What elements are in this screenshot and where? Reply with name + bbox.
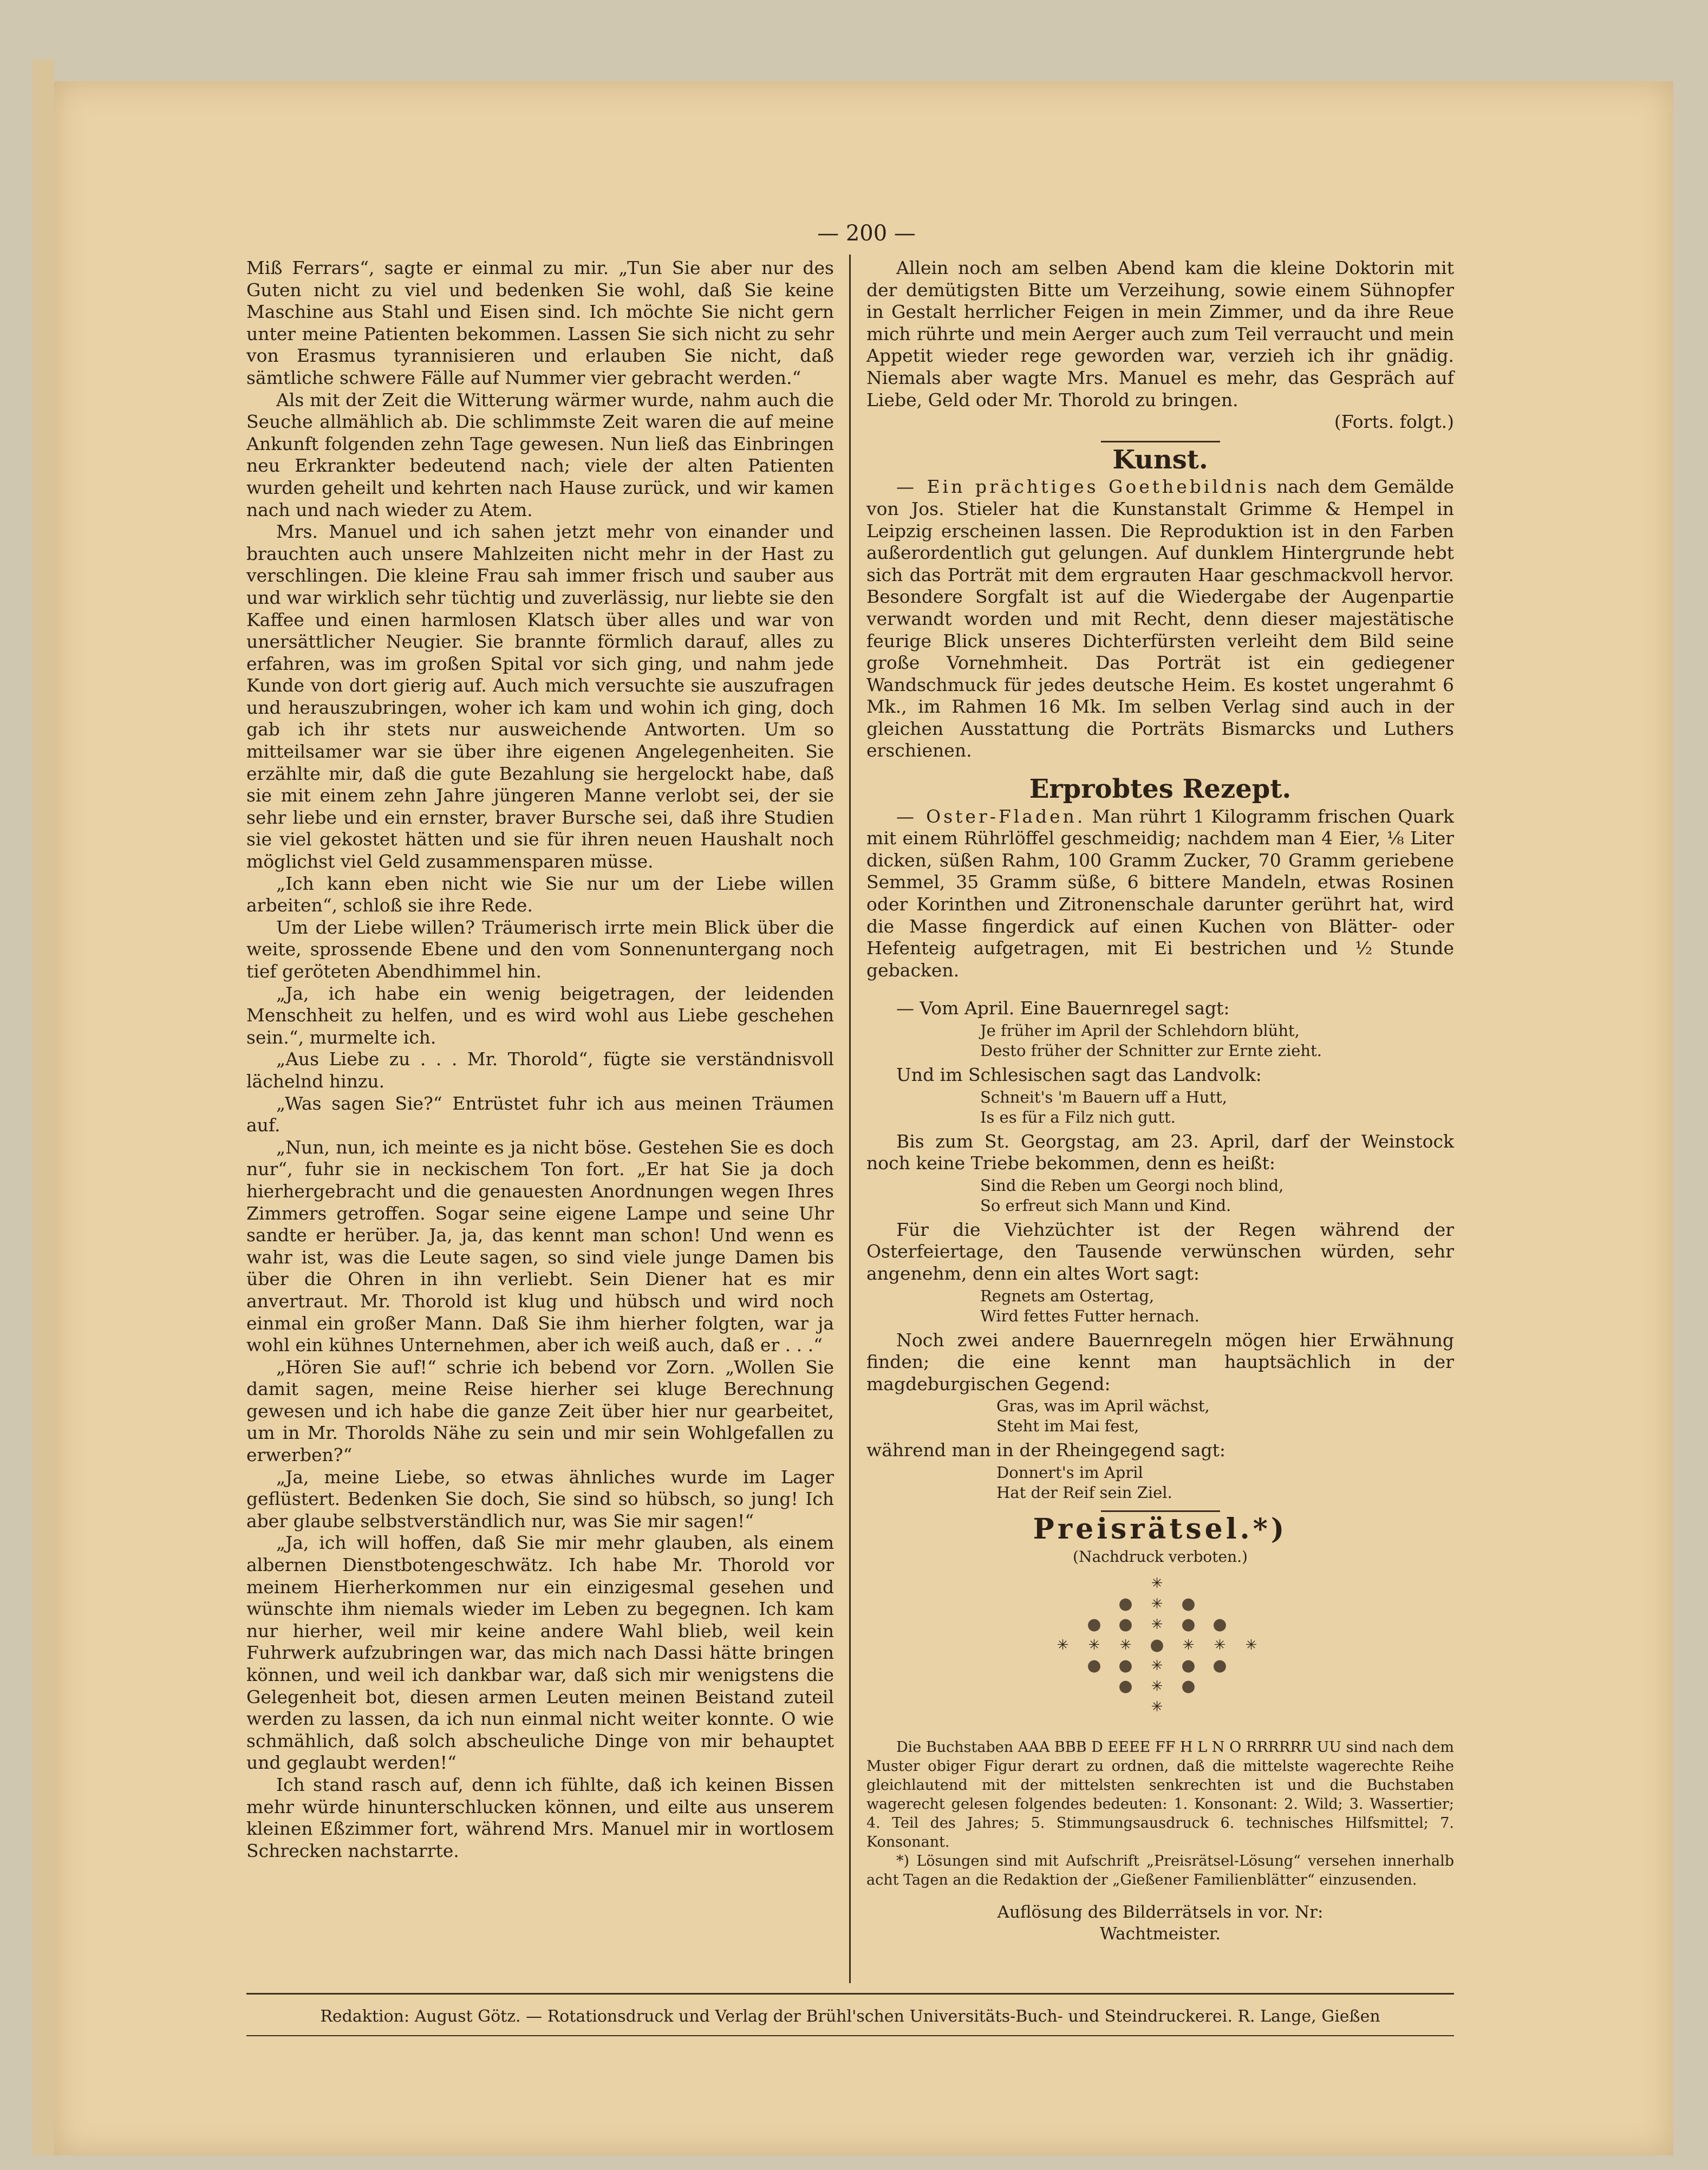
dot-icon: ● (1181, 1656, 1196, 1676)
asterisk-icon: ✳ (1214, 1637, 1226, 1654)
puzzle-instructions: Die Buchstaben AAA BBB D EEEE FF H L N O RRRRRR UU sind nach dem Muster obiger Figur derart zu ordnen, daß die mittelste wagerechte Reihe gleichlautend mit der mittelsten senkrechten ist und die Buchstaben wagerecht gelesen folgendes bedeuten: 1. Konsonant: 2. Wild; 3. Wassertier; 4. Teil des Jahres; 5. Stimmungsausdruck 6. technisches Hilfsmittel; 7. Konsonant. (866, 1739, 1454, 1851)
dot-icon: ● (1087, 1615, 1101, 1634)
kunst-article (866, 476, 1454, 762)
puzzle-figure (1047, 1575, 1274, 1732)
story-ending: Allein noch am selben Abend kam die kleine Doktorin mit der demütigsten Bitte um Verzeihung, sowie einem Sühnopfer in Gestalt herrlicher Feigen in mein Zimmer, und da ihre Reue mich rührte und mein Aerger auch zum Teil verraucht und mein Appetit wieder rege geworden war, verzieh ich ihr gnädig. Niemals aber wagte Mrs. Manuel es mehr, das Gespräch auf Liebe, Geld oder Mr. Thorold zu bringen. (866, 257, 1454, 410)
april-intro: — Vom April. Eine Bauernregel sagt: (896, 998, 1230, 1019)
page-number: — 200 — (817, 221, 916, 246)
verse-line: Desto früher der Schnitter zur Ernte zieht. (980, 1041, 1322, 1060)
verse-line: Gras, was im April wächst, (996, 1397, 1210, 1416)
story-paragraph: „Ja, ich habe ein wenig beigetragen, der leidenden Menschheit zu helfen, und es wird wohl aus Liebe geschehen sein.“, murmelte ich. (246, 982, 834, 1048)
asterisk-icon: ✳ (1088, 1637, 1100, 1654)
right-column (866, 257, 1454, 1945)
asterisk-icon: ✳ (1182, 1637, 1195, 1654)
left-column (246, 257, 834, 1862)
dot-icon: ● (1212, 1615, 1227, 1634)
kunst-heading: Kunst. (1112, 444, 1208, 475)
verse-line: Hat der Reif sein Ziel. (996, 1483, 1172, 1502)
reprint-note: (Nachdruck verboten.) (1073, 1547, 1248, 1566)
story-paragraph: Ich stand rasch auf, denn ich fühlte, daß ich keinen Bissen mehr würde hinunterschlucken können, und eilte aus unserem kleinen Eßzimmer fort, während Mrs. Manuel mir in wortlosem Schrecken nachstarrte. (246, 1774, 834, 1861)
rezept-lead: — Oster-Fladen. (896, 805, 1086, 827)
solution-instructions: *) Lösungen sind mit Aufschrift „Preisrätsel-Lösung“ versehen innerhalb acht Tagen an die Redaktion der „Gießener Familienblätter“ einzusenden. (866, 1853, 1454, 1889)
asterisk-icon: ✳ (1151, 1699, 1163, 1716)
verse-line: Schneit's 'm Bauern uff a Hutt, (980, 1087, 1228, 1106)
april-text-5: während man in der Rheingegend sagt: (866, 1439, 1225, 1461)
april-verse-2 (866, 1087, 1454, 1128)
imprint-footer: Redaktion: August Götz. — Rotationsdruck und Verlag der Brühl'schen Universitäts-Buch- und Steindruckerei. R. Lange, Gießen (320, 2007, 1380, 2026)
solution-previous-answer: Wachtmeister. (1099, 1924, 1221, 1944)
kunst-lead: — Ein prächtiges Goethebildnis (896, 476, 1269, 498)
story-paragraph: „Nun, nun, ich meinte es ja nicht böse. Gestehen Sie es doch nur“, fuhr sie in neckischem Ton fort. „Er hat Sie ja doch hierhergebracht und die genauesten Anordnungen wegen Ihres Zimmers getroffen. Sogar seine eigene Lampe und seine Uhr sandte er herüber. Ja, ja, das kennt man schon! Und wenn es wahr ist, was die Leute sagen, so sind viele junge Damen bis über die Ohren in ihn verliebt. Sein Diener hat es mir anvertraut. Mr. Thorold ist klug und hübsch und wird noch einmal ein großer Mann. Daß Sie ihm hierher folgten, war ja wohl ein kühnes Unternehmen, aber ich weiß auch, daß er . . .“ (246, 1136, 834, 1356)
story-paragraph: „Aus Liebe zu . . . Mr. Thorold“, fügte sie verständnisvoll lächelnd hinzu. (246, 1048, 834, 1092)
rezept-article (866, 806, 1454, 982)
rezept-heading: Erprobtes Rezept. (1029, 774, 1292, 805)
april-verse-5 (866, 1396, 1454, 1436)
april-verse-1 (866, 1021, 1454, 1061)
asterisk-icon: ✳ (1151, 1678, 1163, 1695)
dot-icon: ● (1118, 1594, 1133, 1614)
april-verse-3 (866, 1176, 1454, 1216)
april-text-3: Für die Viehzüchter ist der Regen während der Osterfeiertage, den Tausende verwünschen würden, sehr angenehm, denn ein altes Wort sagt: (866, 1218, 1454, 1284)
story-paragraph: „Ja, meine Liebe, so etwas ähnliches wurde im Lager geflüstert. Bedenken Sie doch, Sie sind so hübsch, so jung! Ich aber glaube selbstverständlich nur, was Sie mir sagen!“ (246, 1466, 834, 1532)
asterisk-icon: ✳ (1151, 1658, 1163, 1674)
asterisk-icon: ✳ (1151, 1575, 1163, 1592)
verse-line: Je früher im April der Schlehdorn blüht, (980, 1021, 1300, 1040)
verse-line: Is es für a Filz nich gutt. (980, 1107, 1176, 1126)
story-paragraph: „Ich kann eben nicht wie Sie nur um der Liebe willen arbeiten“, schloß sie ihre Rede. (246, 872, 834, 916)
story-paragraph: Um der Liebe willen? Träumerisch irrte mein Blick über die weite, sprossende Ebene und den vom Sonnenuntergang noch tief geröteten Abendhimmel hin. (246, 916, 834, 982)
rezept-text: Man rührt 1 Kilogramm frischen Quark mit einem Rührlöffel geschmeidig; nachdem man 4 Eier, ⅛ Liter dicken, süßen Rahm, 100 Gramm Zucker, 70 Gramm geriebene Semmel, 35 Gramm süße, 6 bittere Mandeln, etwas Rosinen oder Korinthen und Zitronenschale darunter gerührt hat, wird die Masse fingerdick auf einen Kuchen von Blätter- oder Hefenteig aufgetragen, mit Ei bestrichen und ½ Stunde gebacken. (866, 805, 1454, 981)
dot-icon: ● (1150, 1635, 1164, 1655)
story-paragraph: „Ja, ich will hoffen, daß Sie mir mehr glauben, als einem albernen Dienstbotengeschwätz. Ich habe Mr. Thorold vor meinem Hierherkommen nur ein einzigesmal gesehen und wünschte ihm niemals wieder im Leben zu begegnen. Ich kam nur hierher, weil mir keine andere Wahl blieb, weil kein Fuhrwerk aufzubringen war, das mich nach Dassi hätte bringen können, und weil ich dankbar war, daß sich mir wenigstens die Gelegenheit bot, diesen armen Leuten meinen Beistand zuteil werden zu lassen, da ich nun einmal nicht weiter konnte. O wie schmählich, daß solch abscheuliche Dinge von mir behauptet und geglaubt werden!“ (246, 1532, 834, 1774)
dot-icon: ● (1212, 1656, 1227, 1676)
story-paragraph: „Was sagen Sie?“ Entrüstet fuhr ich aus meinen Träumen auf. (246, 1092, 834, 1136)
kunst-text: nach dem Gemälde von Jos. Stieler hat die Kunstanstalt Grimme & Hempel in Leipzig erscheinen lassen. Die Reproduktion ist in den Farben außerordentlich gut gelungen. Auf dunklem Hintergrunde hebt sich das Porträt mit dem ergrauten Haar geschmackvoll hervor. Besondere Sorgfalt ist auf die Wiedergabe der Augenpartie verwandt worden und mit Recht, denn dieser majestätische feurige Blick unseres Dichterfürsten verleiht dem Bild seine große Vornehmheit. Das Porträt ist ein gediegener Wandschmuck für jedes deutsche Heim. Es kostet ungerahmt 6 Mk., im Rahmen 16 Mk. Im selben Verlag sind auch in der gleichen Ausstattung die Porträts Bismarcks und Luthers erschienen. (866, 476, 1454, 761)
asterisk-icon: ✳ (1119, 1637, 1132, 1654)
dot-icon: ● (1118, 1615, 1133, 1634)
story-paragraph: Miß Ferrars“, sagte er einmal zu mir. „Tun Sie aber nur des Guten nicht zu viel und bedenken Sie wohl, daß Sie keine Maschine aus Stahl und Eisen sind. Ich möchte Sie nicht gern unter meine Patienten bekommen. Lassen Sie sich nicht zu sehr von Erasmus tyrannisieren und erlauben Sie nicht, daß sämtliche schwere Fälle auf Nummer vier gebracht werden.“ (246, 257, 834, 388)
asterisk-icon: ✳ (1151, 1596, 1163, 1613)
footer-rule (246, 1993, 1454, 1995)
preisraetsel-heading: Preisrätsel.*) (1033, 1512, 1288, 1546)
verse-line: Sind die Reben um Georgi noch blind, (980, 1176, 1284, 1195)
april-verse-4 (866, 1286, 1454, 1326)
verse-line: So erfreut sich Mann und Kind. (980, 1196, 1231, 1215)
solution-previous-title: Auflösung des Bilderrätsels in vor. Nr: (997, 1902, 1324, 1923)
asterisk-icon: ✳ (1245, 1637, 1257, 1654)
april-text-2: Bis zum St. Georgstag, am 23. April, darf der Weinstock noch keine Triebe bekommen, denn es heißt: (866, 1130, 1454, 1174)
page-edge (32, 60, 54, 2155)
story-paragraph: „Hören Sie auf!“ schrie ich bebend vor Zorn. „Wollen Sie damit sagen, meine Reise hierher sei kluge Berechnung gewesen und ich habe die ganze Zeit über hier nur gearbeitet, um in Mr. Thorolds Nähe zu sein und mir sein Wohlgefallen zu erwerben?“ (246, 1356, 834, 1466)
story-paragraph: Als mit der Zeit die Witterung wärmer wurde, nahm auch die Seuche allmählich ab. Die schlimmste Zeit waren die auf meine Ankunft folgenden zehn Tage gewesen. Nun ließ das Einbringen neu Erkrankter bedeutend nach; viele der alten Patienten wurden geheilt und kehrten nach Hause zurück, und wir kamen nach und nach wieder zu Atem. (246, 389, 834, 520)
column-divider (849, 255, 851, 1983)
dot-icon: ● (1118, 1677, 1133, 1696)
dot-icon: ● (1087, 1656, 1101, 1676)
dot-icon: ● (1181, 1677, 1196, 1696)
verse-line: Regnets am Ostertag, (980, 1286, 1155, 1305)
april-verse-6 (866, 1463, 1454, 1503)
continuation-note: (Forts. folgt.) (1334, 411, 1454, 433)
asterisk-icon: ✳ (1057, 1637, 1069, 1654)
verse-line: Donnert's im April (996, 1463, 1143, 1482)
section-rule (1101, 441, 1220, 442)
dot-icon: ● (1181, 1594, 1196, 1614)
dot-icon: ● (1181, 1615, 1196, 1634)
dot-icon: ● (1118, 1656, 1133, 1676)
april-text-1: Und im Schlesischen sagt das Landvolk: (896, 1064, 1262, 1085)
verse-line: Steht im Mai fest, (996, 1417, 1139, 1436)
april-text-4: Noch zwei andere Bauernregeln mögen hier Erwähnung finden; die eine kennt man hauptsächlich in der magdeburgischen Gegend: (866, 1329, 1454, 1394)
verse-line: Wird fettes Futter hernach. (980, 1306, 1199, 1325)
story-paragraph: Mrs. Manuel und ich sahen jetzt mehr von einander und brauchten auch unsere Mahlzeiten nicht mehr in der Hast zu verschlingen. Die kleine Frau sah immer frisch und sauber aus und war wirklich sehr tüchtig und zuverlässig, nur liebte sie den Kaffee und einen harmlosen Klatsch über alles und war von unersättlicher Neugier. Sie brannte förmlich darauf, alles zu erfahren, was im großen Spital vor sich ging, und nahm jede Kunde von dort gierig auf. Auch mich versuchte sie auszufragen und herauszubringen, woher ich kam und wohin ich ging, doch gab ich ihr stets nur ausweichende Antworten. Um so mitteilsamer war sie über ihre eigenen Angelegenheiten. Sie erzählte mir, daß die gute Bezahlung sie hergelockt habe, daß sie mit einem zehn Jahre jüngeren Manne verlobt sei, der sie sehr liebe und ein ernster, braver Bursche sei, daß ihre Studien sie viel gekostet hätten und sie für ihren neuen Haushalt noch möglichst viel Geld zusammensparen müsse. (246, 521, 834, 872)
section-rule (1101, 1510, 1220, 1512)
asterisk-icon: ✳ (1151, 1617, 1163, 1633)
footer-bottom-rule (246, 2035, 1454, 2036)
